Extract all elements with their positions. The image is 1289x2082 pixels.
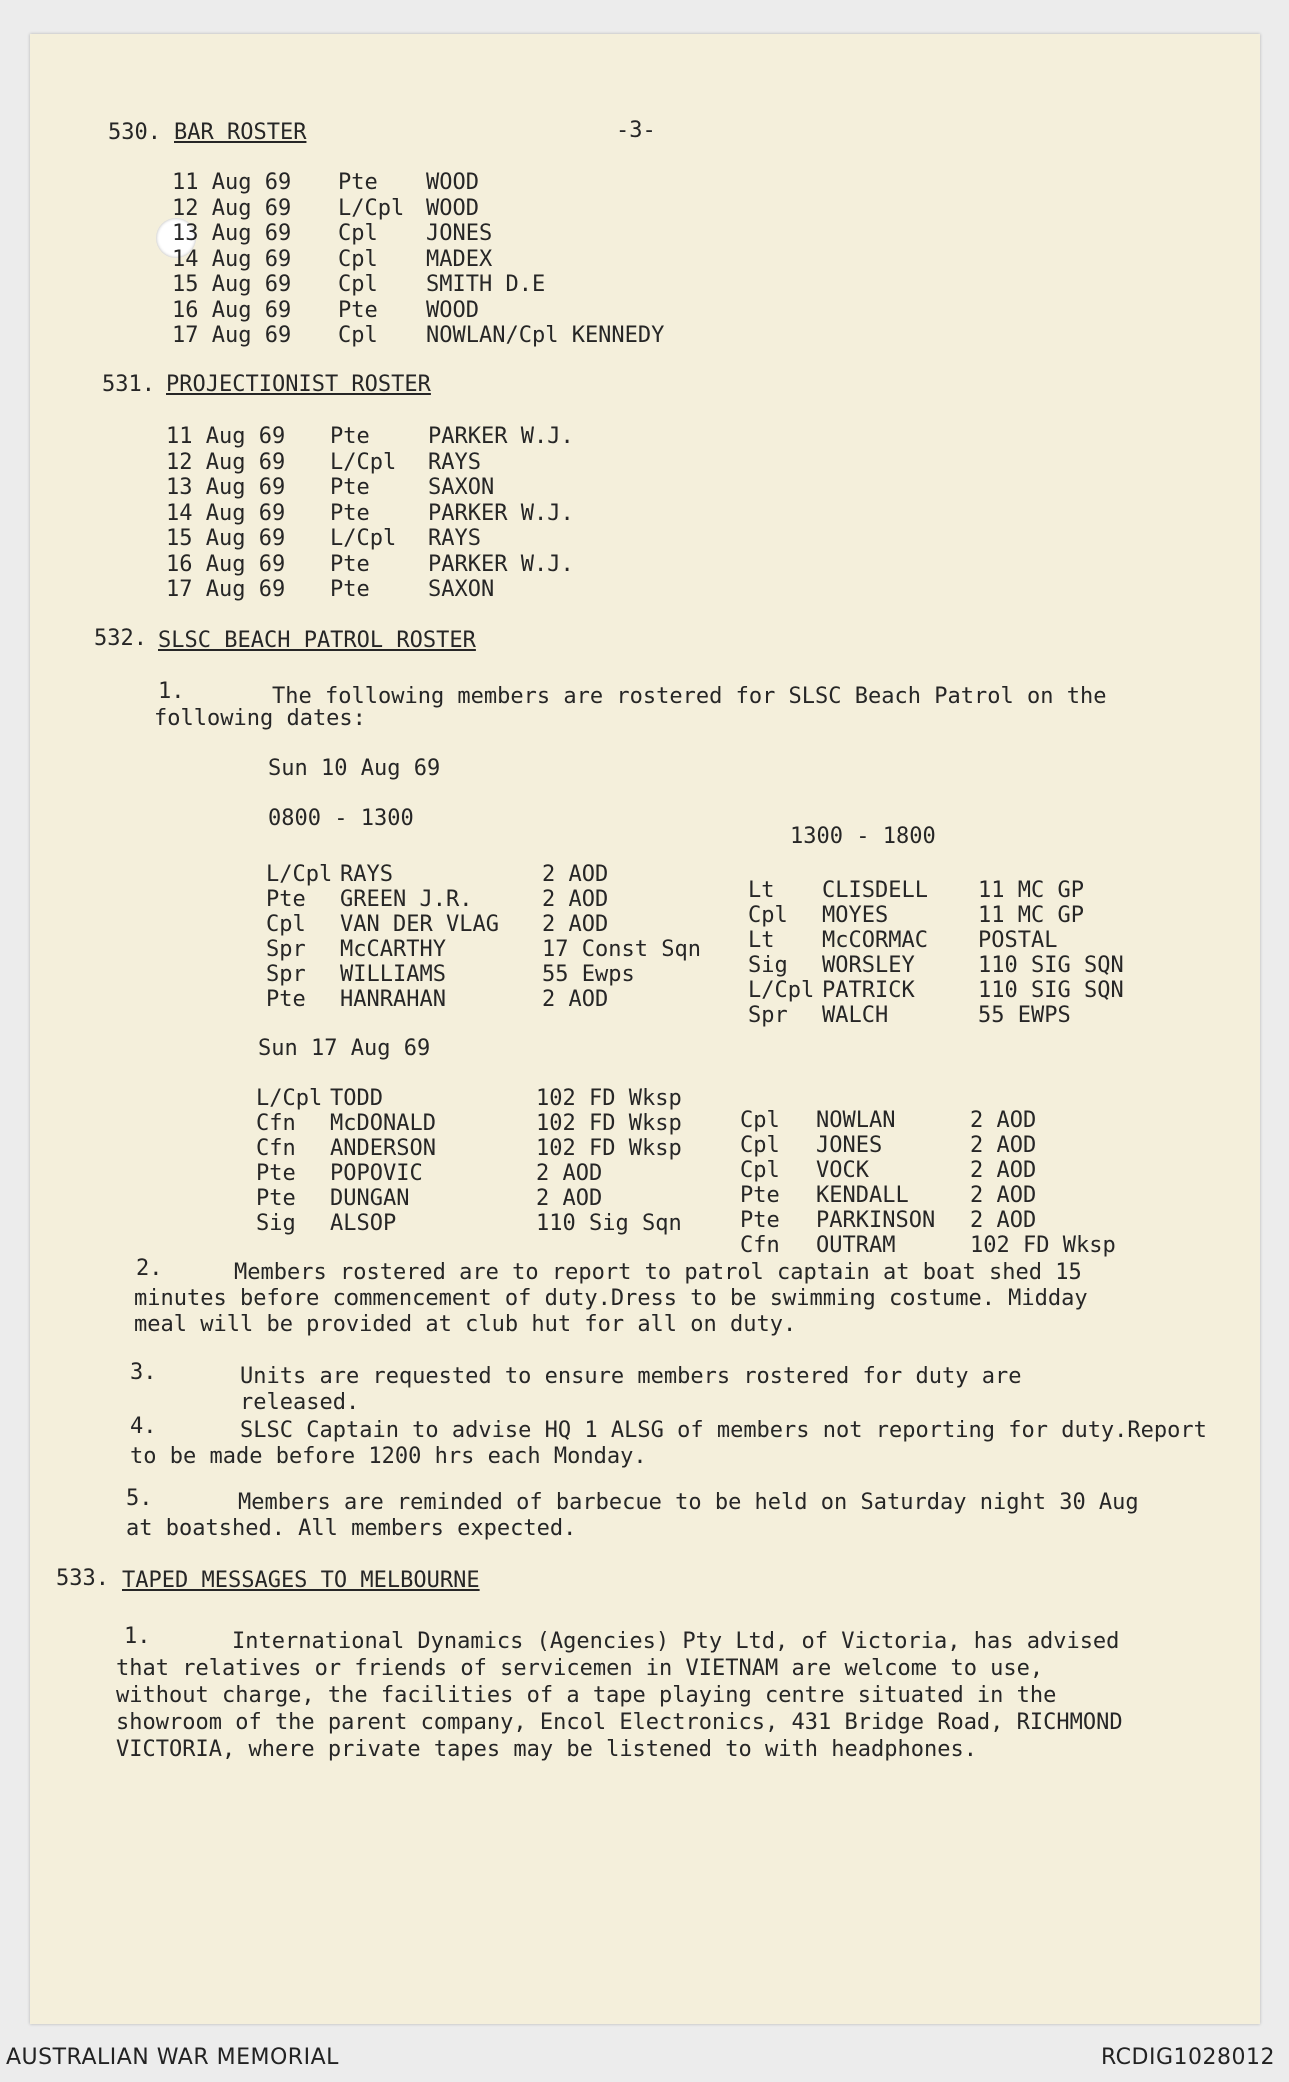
bar-roster-row-rank: Cpl <box>338 246 378 272</box>
bar-roster-row-rank: Cpl <box>338 221 378 246</box>
patrol-day2-pm-row-rank: Pte <box>740 1208 780 1233</box>
s532-p2: Members rostered are to report to patrol captain at boat shed 15 minutes before commencement of duty.Dress to be swimming costume. Midday meal will be provided at club hut for all on duty. <box>134 1260 1088 1337</box>
projectionist-row-name: SAXON <box>428 475 495 500</box>
patrol-day2-pm-row-unit: 2 AOD <box>970 1183 1037 1208</box>
patrol-day1-am-row-unit: 55 Ewps <box>542 962 635 987</box>
bar-roster-row-rank: Cpl <box>338 272 378 297</box>
patrol-day1-pm-row-unit: 55 EWPS <box>978 1003 1071 1028</box>
patrol-day2-am-row-unit: 2 AOD <box>536 1161 603 1186</box>
s530-title: BAR ROSTER <box>174 120 307 145</box>
patrol-day1-am-row-unit: 17 Const Sqn <box>542 937 701 962</box>
patrol-day1-pm-row-unit: 11 MC GP <box>978 903 1084 928</box>
patrol-day1-am-row-name: HANRAHAN <box>340 987 446 1012</box>
patrol-day2-am-row-unit: 102 FD Wksp <box>536 1086 682 1111</box>
projectionist-row-name: PARKER W.J. <box>428 500 574 526</box>
patrol-day1-am-row-unit: 2 AOD <box>542 987 609 1012</box>
bar-roster-row-name: MADEX <box>426 246 493 272</box>
projectionist-row-date: 16 Aug 69 <box>166 551 286 577</box>
patrol-day2-pm-row-rank: Cpl <box>740 1133 780 1158</box>
patrol-day2-am-row-rank: Cfn <box>256 1136 296 1161</box>
bar-roster-row-rank: Pte <box>338 297 378 323</box>
patrol-day2-pm-row-unit: 2 AOD <box>970 1108 1037 1133</box>
patrol-day1-pm-row-name: PATRICK <box>822 978 915 1003</box>
bar-roster-row-date: 17 Aug 69 <box>172 323 292 348</box>
s531-title: PROJECTIONIST ROSTER <box>166 372 431 397</box>
bar-roster-row-date: 15 Aug 69 <box>172 272 292 297</box>
projectionist-row-name: RAYS <box>428 449 481 475</box>
patrol-day1-am-row-rank: Pte <box>266 887 306 912</box>
projectionist-row-rank: Pte <box>330 551 370 577</box>
s532-p3-number: 3. <box>130 1360 157 1385</box>
bar-roster-row-name: NOWLAN/Cpl KENNEDY <box>426 323 665 348</box>
bar-roster-row-date: 13 Aug 69 <box>172 221 292 246</box>
patrol-day1-am-row-rank: Spr <box>266 937 306 962</box>
patrol-day1-am-row-rank: Cpl <box>266 912 306 937</box>
patrol-day2-pm-row-rank: Cpl <box>740 1158 780 1183</box>
shift-am: 0800 - 1300 <box>268 806 414 831</box>
patrol-day2-pm-row-name: PARKINSON <box>816 1208 936 1233</box>
projectionist-row-date: 13 Aug 69 <box>166 475 286 500</box>
patrol-day1-am-row-name: WILLIAMS <box>340 962 446 987</box>
patrol-day2-am-row-name: McDONALD <box>330 1111 436 1136</box>
patrol-day1-pm-row-unit: 11 MC GP <box>978 878 1084 903</box>
s533-p1: International Dynamics (Agencies) Pty Ltd, of Victoria, has advised that relatives or friends of servicemen in VIETNAM are welcome to use, without charge, the facilities of a tape playing centre situated in the showroom of the parent company, Encol Electronics, 431 Bridge Road, RICHMOND VICTORIA, where private tapes may be listened to with headphones. <box>116 1629 1123 1762</box>
s532-number: 532. <box>94 626 147 651</box>
projectionist-row-name: PARKER W.J. <box>428 424 574 449</box>
patrol-day1-pm-row-rank: Cpl <box>748 903 788 928</box>
patrol-day2-pm-row-unit: 2 AOD <box>970 1158 1037 1183</box>
patrol-day1-pm-row-rank: Lt <box>748 928 775 953</box>
patrol-day1-am-row-name: RAYS <box>340 862 393 887</box>
patrol-day2-pm-row-name: VOCK <box>816 1158 869 1183</box>
patrol-day2-pm-row-unit: 102 FD Wksp <box>970 1233 1116 1258</box>
projectionist-row-rank: L/Cpl <box>330 449 397 475</box>
s532-p3: Units are requested to ensure members rostered for duty are released. <box>240 1364 1022 1415</box>
patrol-day1-am-row-unit: 2 AOD <box>542 912 609 937</box>
patrol-day2-pm-row-rank: Cpl <box>740 1108 780 1133</box>
day2-date: Sun 17 Aug 69 <box>258 1036 431 1061</box>
bar-roster-row-date: 14 Aug 69 <box>172 246 292 272</box>
patrol-day2-am-row-name: ALSOP <box>330 1211 397 1236</box>
s531-number: 531. <box>102 372 155 397</box>
patrol-day2-am-row-name: ANDERSON <box>330 1136 436 1161</box>
patrol-day2-pm-row-rank: Cfn <box>740 1233 780 1258</box>
projectionist-row-date: 12 Aug 69 <box>166 449 286 475</box>
patrol-day2-pm-row-name: KENDALL <box>816 1183 909 1208</box>
patrol-day2-pm-row-name: NOWLAN <box>816 1108 896 1133</box>
patrol-day1-am-row-name: GREEN J.R. <box>340 887 473 912</box>
patrol-day1-pm-row-rank: Sig <box>748 953 788 978</box>
s533-number: 533. <box>56 1566 109 1591</box>
patrol-day1-pm-row-unit: 110 SIG SQN <box>978 978 1124 1003</box>
patrol-day2-am-row-rank: L/Cpl <box>256 1086 323 1111</box>
s532-p5: Members are reminded of barbecue to be held on Saturday night 30 Aug at boatshed. All members expected. <box>126 1490 1139 1541</box>
patrol-day2-am-row-rank: Sig <box>256 1211 296 1236</box>
patrol-day1-pm-row-rank: Lt <box>748 878 775 903</box>
patrol-day1-am-row-name: VAN DER VLAG <box>340 912 499 937</box>
s530-number: 530. <box>108 120 161 145</box>
patrol-day2-am-row-rank: Pte <box>256 1161 296 1186</box>
patrol-day2-pm-row-name: OUTRAM <box>816 1233 896 1258</box>
patrol-day1-pm-row-name: MOYES <box>822 903 889 928</box>
projectionist-row-rank: Pte <box>330 500 370 526</box>
projectionist-row-name: SAXON <box>428 577 495 602</box>
patrol-day2-am-row-rank: Pte <box>256 1186 296 1211</box>
s533-p1-number: 1. <box>124 1624 151 1649</box>
patrol-day2-pm-row-unit: 2 AOD <box>970 1208 1037 1233</box>
bar-roster-row-name: JONES <box>426 221 493 246</box>
patrol-day2-am-row-name: DUNGAN <box>330 1186 410 1211</box>
patrol-day1-pm-row-name: WORSLEY <box>822 953 915 978</box>
bar-roster-row-name: SMITH D.E <box>426 272 546 297</box>
bar-roster-row-rank: L/Cpl <box>338 195 405 221</box>
patrol-day2-am-row-name: POPOVIC <box>330 1161 423 1186</box>
s532-p1-number: 1. <box>158 679 185 704</box>
bar-roster-row-date: 11 Aug 69 <box>172 170 292 195</box>
patrol-day1-pm-row-rank: L/Cpl <box>748 978 815 1003</box>
s532-p5-number: 5. <box>126 1486 153 1511</box>
patrol-day2-am-row-unit: 110 Sig Sqn <box>536 1211 682 1236</box>
s533-title: TAPED MESSAGES TO MELBOURNE <box>122 1568 480 1593</box>
patrol-day2-pm-row-name: JONES <box>816 1133 883 1158</box>
patrol-day1-am-row-unit: 2 AOD <box>542 862 609 887</box>
s532-p4-number: 4. <box>130 1414 157 1439</box>
bar-roster-row-name: WOOD <box>426 195 479 221</box>
patrol-day1-pm-row-name: CLISDELL <box>822 878 928 903</box>
patrol-day2-am-row-unit: 2 AOD <box>536 1186 603 1211</box>
bar-roster-row-name: WOOD <box>426 297 479 323</box>
s532-p2-number: 2. <box>136 1256 163 1281</box>
projectionist-row-rank: L/Cpl <box>330 526 397 551</box>
patrol-day2-am-row-unit: 102 FD Wksp <box>536 1111 682 1136</box>
patrol-day1-pm-row-unit: 110 SIG SQN <box>978 953 1124 978</box>
projectionist-row-date: 15 Aug 69 <box>166 526 286 551</box>
projectionist-row-name: RAYS <box>428 526 481 551</box>
bar-roster-row-rank: Cpl <box>338 323 378 348</box>
s532-title: SLSC BEACH PATROL ROSTER <box>158 628 476 653</box>
document-page <box>30 34 1260 2024</box>
s532-p1-line2: following dates: <box>154 706 366 731</box>
projectionist-row-date: 14 Aug 69 <box>166 500 286 526</box>
shift-pm: 1300 - 1800 <box>790 824 936 849</box>
bar-roster-row-date: 12 Aug 69 <box>172 195 292 221</box>
patrol-day1-pm-row-unit: POSTAL <box>978 928 1058 953</box>
patrol-day1-am-row-rank: Pte <box>266 987 306 1012</box>
patrol-day1-am-row-rank: Spr <box>266 962 306 987</box>
patrol-day2-pm-row-rank: Pte <box>740 1183 780 1208</box>
projectionist-row-date: 11 Aug 69 <box>166 424 286 449</box>
patrol-day1-pm-row-rank: Spr <box>748 1003 788 1028</box>
patrol-day2-am-row-unit: 102 FD Wksp <box>536 1136 682 1161</box>
s532-p1-line1: The following members are rostered for SLSC Beach Patrol on the <box>272 684 1107 709</box>
patrol-day2-am-row-rank: Cfn <box>256 1111 296 1136</box>
projectionist-row-rank: Pte <box>330 424 370 449</box>
day1-date: Sun 10 Aug 69 <box>268 756 441 781</box>
footer-archive-name: AUSTRALIAN WAR MEMORIAL <box>6 2045 339 2070</box>
patrol-day1-pm-row-name: WALCH <box>822 1003 889 1028</box>
patrol-day1-pm-row-name: McCORMAC <box>822 928 928 953</box>
bar-roster-row-name: WOOD <box>426 170 479 195</box>
projectionist-row-date: 17 Aug 69 <box>166 577 286 602</box>
footer-record-id: RCDIG1028012 <box>1100 2045 1275 2070</box>
patrol-day2-am-row-name: TODD <box>330 1086 383 1111</box>
patrol-day2-pm-row-unit: 2 AOD <box>970 1133 1037 1158</box>
projectionist-row-name: PARKER W.J. <box>428 551 574 577</box>
bar-roster-row-date: 16 Aug 69 <box>172 297 292 323</box>
projectionist-row-rank: Pte <box>330 475 370 500</box>
s532-p4: SLSC Captain to advise HQ 1 ALSG of members not reporting for duty.Report to be made before 1200 hrs each Monday. <box>130 1418 1207 1469</box>
patrol-day1-am-row-name: McCARTHY <box>340 937 446 962</box>
patrol-day1-am-row-rank: L/Cpl <box>266 862 333 887</box>
bar-roster-row-rank: Pte <box>338 170 378 195</box>
page-number: -3- <box>616 118 656 143</box>
patrol-day1-am-row-unit: 2 AOD <box>542 887 609 912</box>
projectionist-row-rank: Pte <box>330 577 370 602</box>
